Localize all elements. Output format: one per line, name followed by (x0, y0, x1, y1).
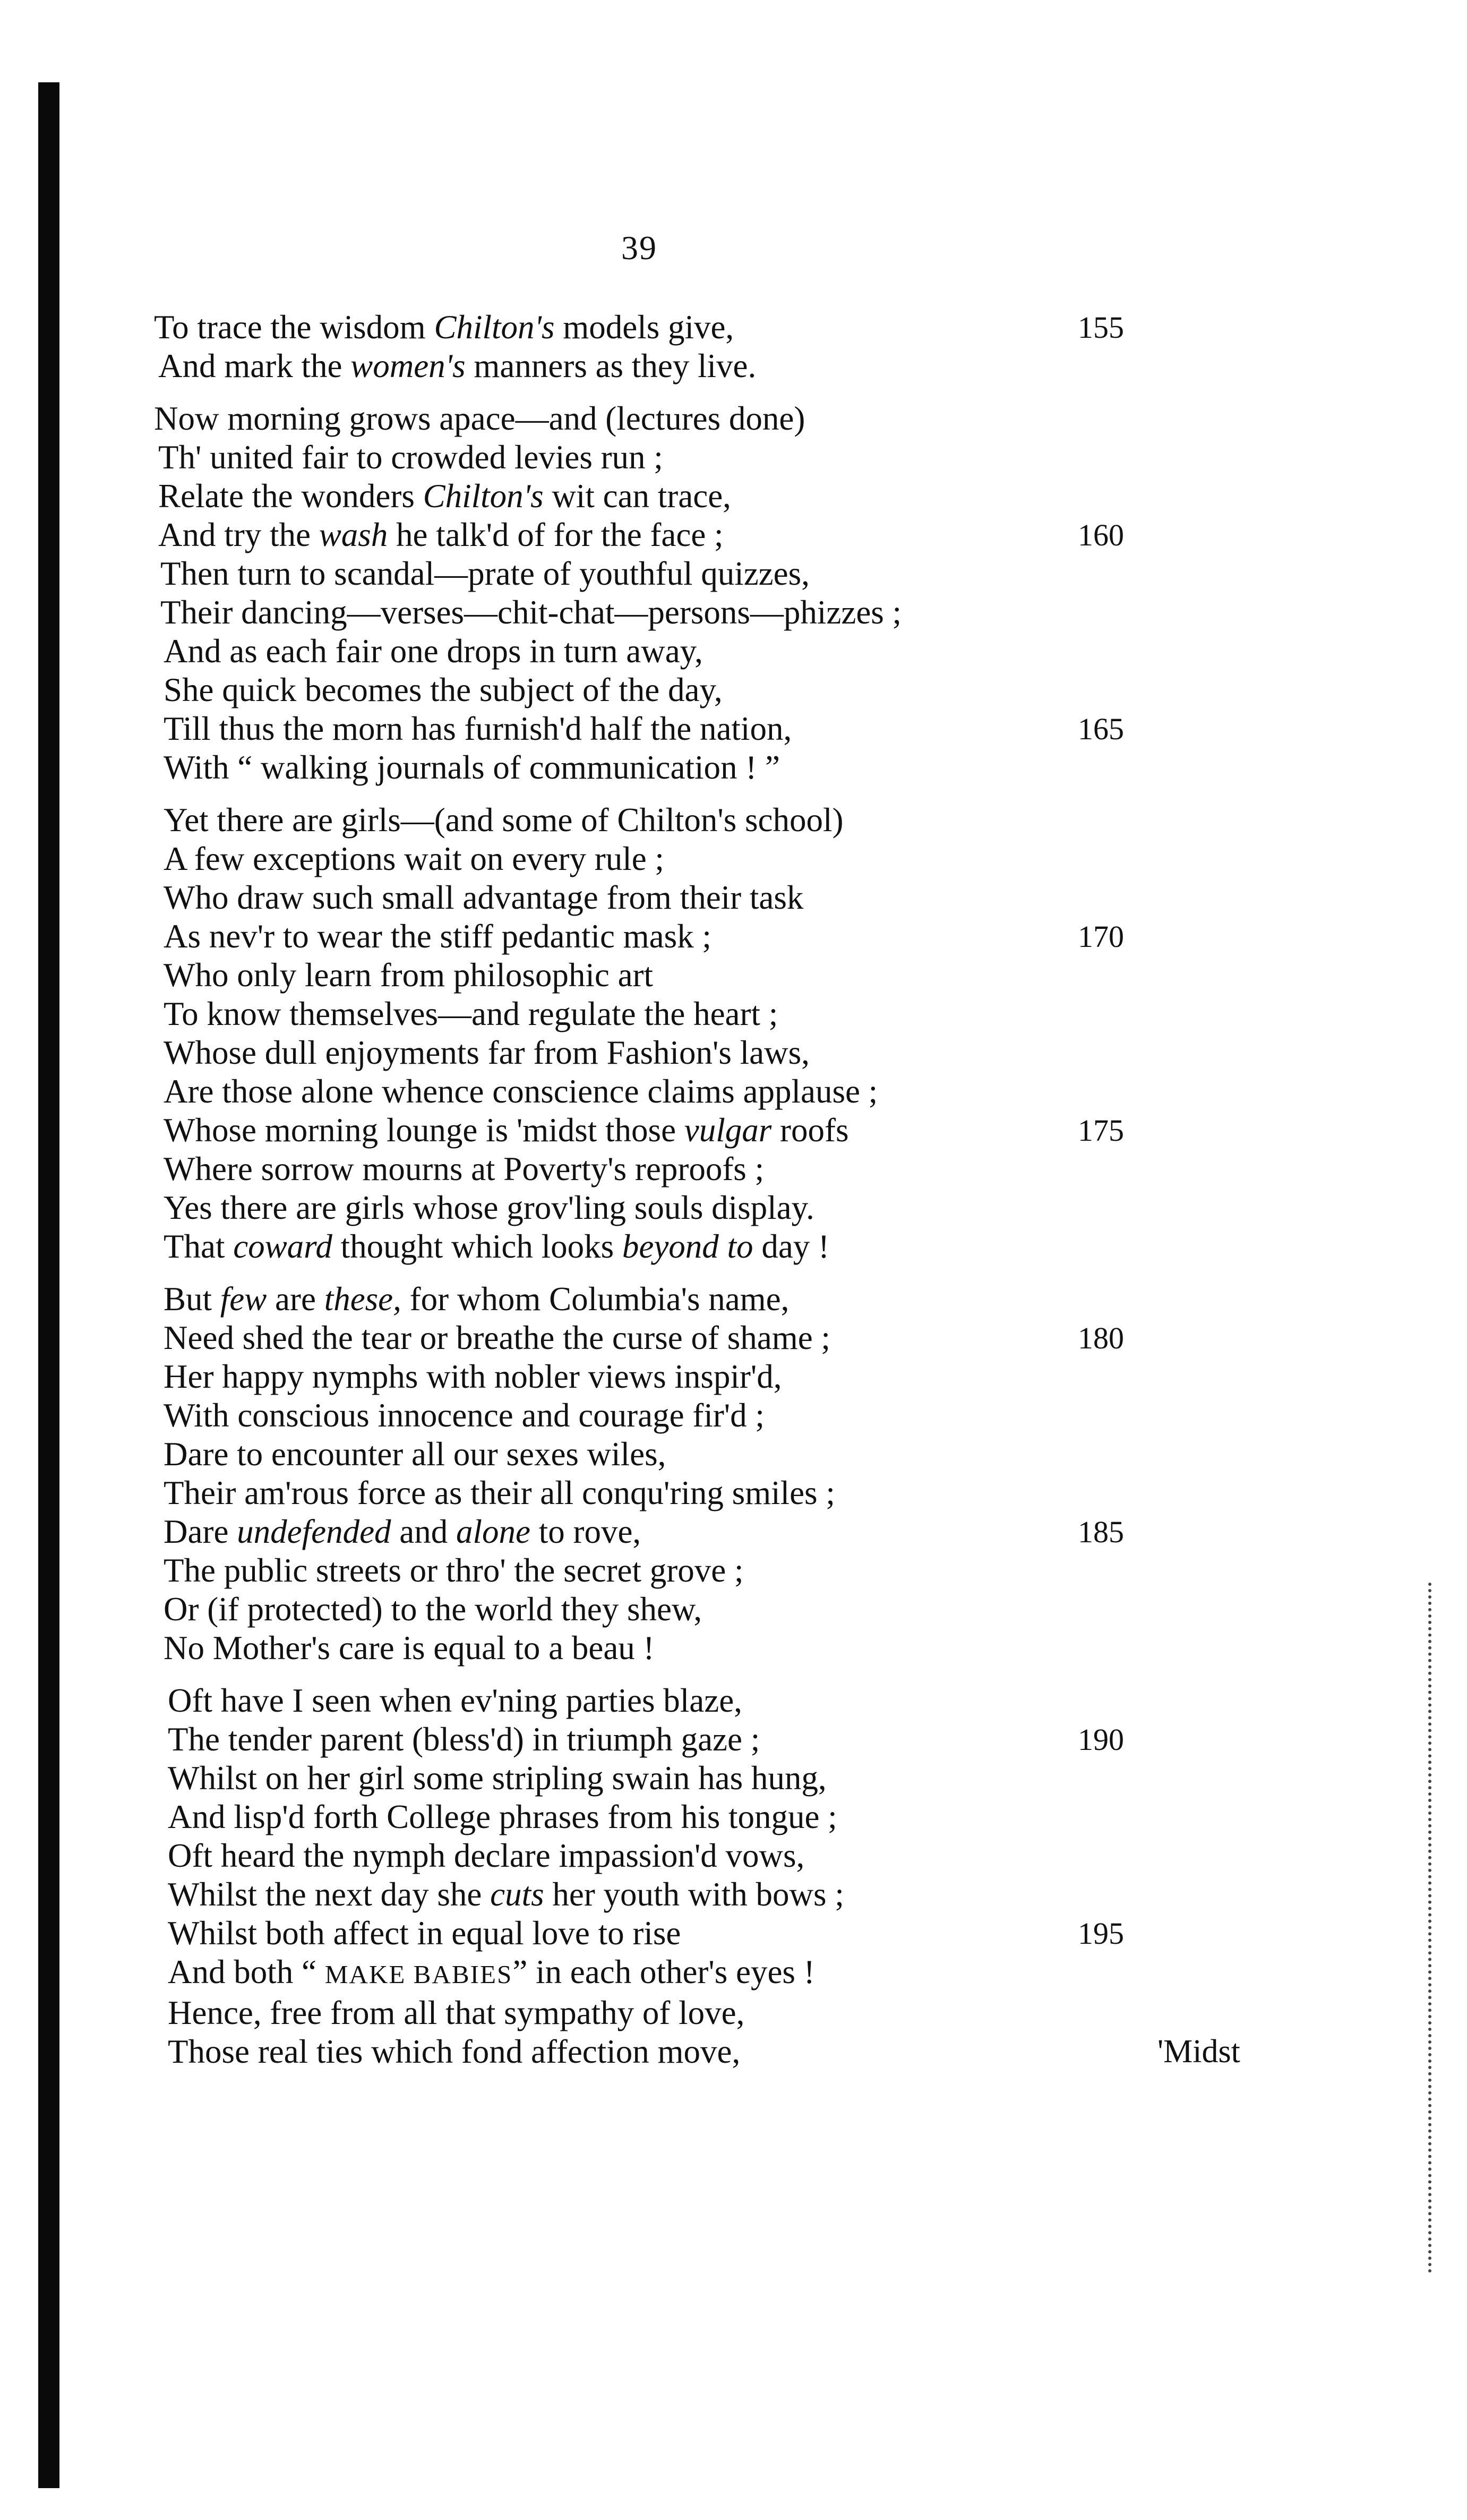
poem-line (154, 956, 1269, 995)
line-text: Their dancing—verses—chit-chat—persons—phizzes ; (160, 594, 902, 631)
line-text: Oft have I seen when ev'ning parties blaze, (168, 1682, 742, 1719)
poem-line (154, 1033, 1269, 1072)
italic-text: Chilton's (423, 477, 544, 515)
line-text: But (164, 1280, 220, 1318)
line-text: And both “ (168, 1953, 325, 1991)
line-text: roofs (771, 1112, 849, 1149)
line-text: manners as they live. (465, 347, 757, 385)
poem-line (154, 308, 1269, 347)
line-text: are (267, 1280, 324, 1318)
italic-text: women's (350, 347, 466, 385)
line-text: And try the (158, 516, 319, 553)
stanza (154, 801, 1269, 1266)
poem-line (154, 1474, 1269, 1513)
line-text: Or (if protected) to the world they shew, (164, 1591, 702, 1628)
poem-line (154, 1953, 1269, 1994)
stanza (154, 1280, 1269, 1668)
line-text: Whilst the next day she (168, 1876, 491, 1913)
line-text: Who only learn from philosophic art (164, 956, 654, 994)
line-text: Hence, free from all that sympathy of love, (168, 1994, 745, 2031)
poem-line (154, 477, 1269, 516)
line-text: her youth with bows ; (544, 1876, 844, 1913)
line-number: 170 (1078, 919, 1124, 954)
poem-line (154, 632, 1269, 671)
line-text: models give, (554, 309, 734, 346)
line-text: Yet there are girls—(and some of Chilton's school) (164, 801, 844, 839)
poem-line (154, 1189, 1269, 1227)
stanza (154, 308, 1269, 386)
line-text: Where sorrow mourns at Poverty's reproofs ; (164, 1150, 765, 1188)
italic-text: few (220, 1280, 267, 1318)
line-number: 195 (1078, 1916, 1124, 1951)
poem-line (154, 1435, 1269, 1474)
line-text: ” in each other's eyes ! (512, 1953, 815, 1991)
italic-text: undefended (237, 1513, 391, 1550)
line-text: Her happy nymphs with nobler views inspir'd, (164, 1358, 782, 1395)
poem-line (154, 671, 1269, 710)
line-text: Th' united fair to crowded levies run ; (158, 439, 663, 476)
line-text: No Mother's care is equal to a beau ! (164, 1629, 655, 1667)
poem-line (154, 1720, 1269, 1759)
line-text: he talk'd of for the face ; (388, 516, 724, 553)
poem-line (154, 1111, 1269, 1150)
poem-line (154, 995, 1269, 1033)
poem-line (154, 1798, 1269, 1836)
line-text: Are those alone whence conscience claims applause ; (164, 1073, 878, 1110)
poem-line (154, 710, 1269, 748)
italic-text: these, (324, 1280, 401, 1318)
line-text: and (391, 1513, 457, 1550)
line-text: Relate the wonders (158, 477, 423, 515)
line-text: for whom Columbia's name, (401, 1280, 790, 1318)
line-text: Whilst on her girl some stripling swain has hung, (168, 1759, 827, 1797)
poem-line (154, 347, 1269, 386)
poem-line (154, 516, 1269, 554)
poem-line (154, 1513, 1269, 1551)
line-number: 165 (1078, 712, 1124, 746)
line-text: Oft heard the nymph declare impassion'd vows, (168, 1837, 805, 1874)
poem-line (154, 1681, 1269, 1720)
line-text: Those real ties which fond affection move, (168, 2033, 741, 2070)
line-text: Whose morning lounge is 'midst those (164, 1112, 684, 1149)
line-text: To trace the wisdom (154, 309, 434, 346)
line-number: 155 (1078, 310, 1124, 345)
line-text: day ! (753, 1228, 830, 1265)
stanza (154, 399, 1269, 787)
line-text: Their am'rous force as their all conqu'ring smiles ; (164, 1474, 835, 1511)
poem-line (154, 2032, 1269, 2071)
italic-text: vulgar (684, 1112, 772, 1149)
line-text: She quick becomes the subject of the day, (164, 671, 723, 708)
line-text: With conscious innocence and courage fir'd ; (164, 1397, 765, 1434)
poem-line (154, 1357, 1269, 1396)
line-text: to rove, (530, 1513, 641, 1550)
line-text: As nev'r to wear the stiff pedantic mask ; (164, 918, 711, 955)
poem-line (154, 1629, 1269, 1668)
line-text: thought which looks (332, 1228, 622, 1265)
poem-line (154, 1396, 1269, 1435)
line-text: And mark the (158, 347, 351, 385)
line-text: wit can trace, (543, 477, 731, 515)
poem-line (154, 1994, 1269, 2032)
line-text: And as each fair one drops in turn away, (164, 633, 703, 670)
poem-line (154, 1590, 1269, 1629)
line-text: Then turn to scandal—prate of youthful quizzes, (160, 555, 810, 592)
line-number: 190 (1078, 1722, 1124, 1757)
line-number: 185 (1078, 1515, 1124, 1549)
line-number: 175 (1078, 1113, 1124, 1148)
italic-text: cuts (490, 1876, 544, 1913)
line-text: Yes there are girls whose grov'ling souls display. (164, 1189, 814, 1226)
edge-marks (1428, 1583, 1436, 2273)
poem-line (154, 878, 1269, 917)
poem-line (154, 554, 1269, 593)
italic-text: alone (456, 1513, 530, 1550)
line-text: Whilst both affect in equal love to rise (168, 1915, 681, 1952)
line-text: And lisp'd forth College phrases from his tongue ; (168, 1798, 837, 1835)
poem-line (154, 1759, 1269, 1798)
poem-line (154, 593, 1269, 632)
poem-line (154, 1227, 1269, 1266)
poem-line (154, 1875, 1269, 1914)
poem-line (154, 840, 1269, 878)
poem-line (154, 399, 1269, 438)
small-caps-text: MAKE BABIES (324, 1960, 513, 1989)
italic-text: coward (233, 1228, 332, 1265)
line-text: Whose dull enjoyments far from Fashion's laws, (164, 1034, 810, 1071)
line-text: That (164, 1228, 234, 1265)
poem-line (154, 748, 1269, 787)
stanza (154, 1681, 1269, 2071)
line-number: 160 (1078, 518, 1124, 552)
poem-line (154, 1072, 1269, 1111)
italic-text: wash (319, 516, 388, 553)
line-text: A few exceptions wait on every rule ; (164, 840, 664, 877)
poem-line (154, 1836, 1269, 1875)
line-number: 180 (1078, 1321, 1124, 1355)
line-text: Till thus the morn has furnish'd half the nation, (164, 710, 792, 747)
poem-line (154, 438, 1269, 477)
line-text: To know themselves—and regulate the heart ; (164, 995, 778, 1032)
line-text: Now morning grows apace—and (lectures done) (154, 400, 805, 437)
page-number: 39 (621, 229, 657, 267)
catchword: 'Midst (1157, 2034, 1240, 2070)
line-text: Dare (164, 1513, 237, 1550)
line-text: Need shed the tear or breathe the curse of shame ; (164, 1319, 830, 1356)
poem-line (154, 917, 1269, 956)
poem-line (154, 801, 1269, 840)
poem-line (154, 1280, 1269, 1319)
line-text: Dare to encounter all our sexes wiles, (164, 1436, 666, 1473)
line-text: With “ walking journals of communication ! ” (164, 749, 780, 786)
poem-line (154, 1914, 1269, 1953)
italic-text: Chilton's (434, 309, 555, 346)
binding-edge (38, 82, 59, 2488)
poem-line (154, 1319, 1269, 1357)
poem-line (154, 1551, 1269, 1590)
poem-body (154, 308, 1269, 2085)
line-text: The tender parent (bless'd) in triumph gaze ; (168, 1721, 760, 1758)
italic-text: beyond to (622, 1228, 753, 1265)
line-text: Who draw such small advantage from their task (164, 879, 804, 916)
poem-line (154, 1150, 1269, 1189)
line-text: The public streets or thro' the secret grove ; (164, 1552, 744, 1589)
